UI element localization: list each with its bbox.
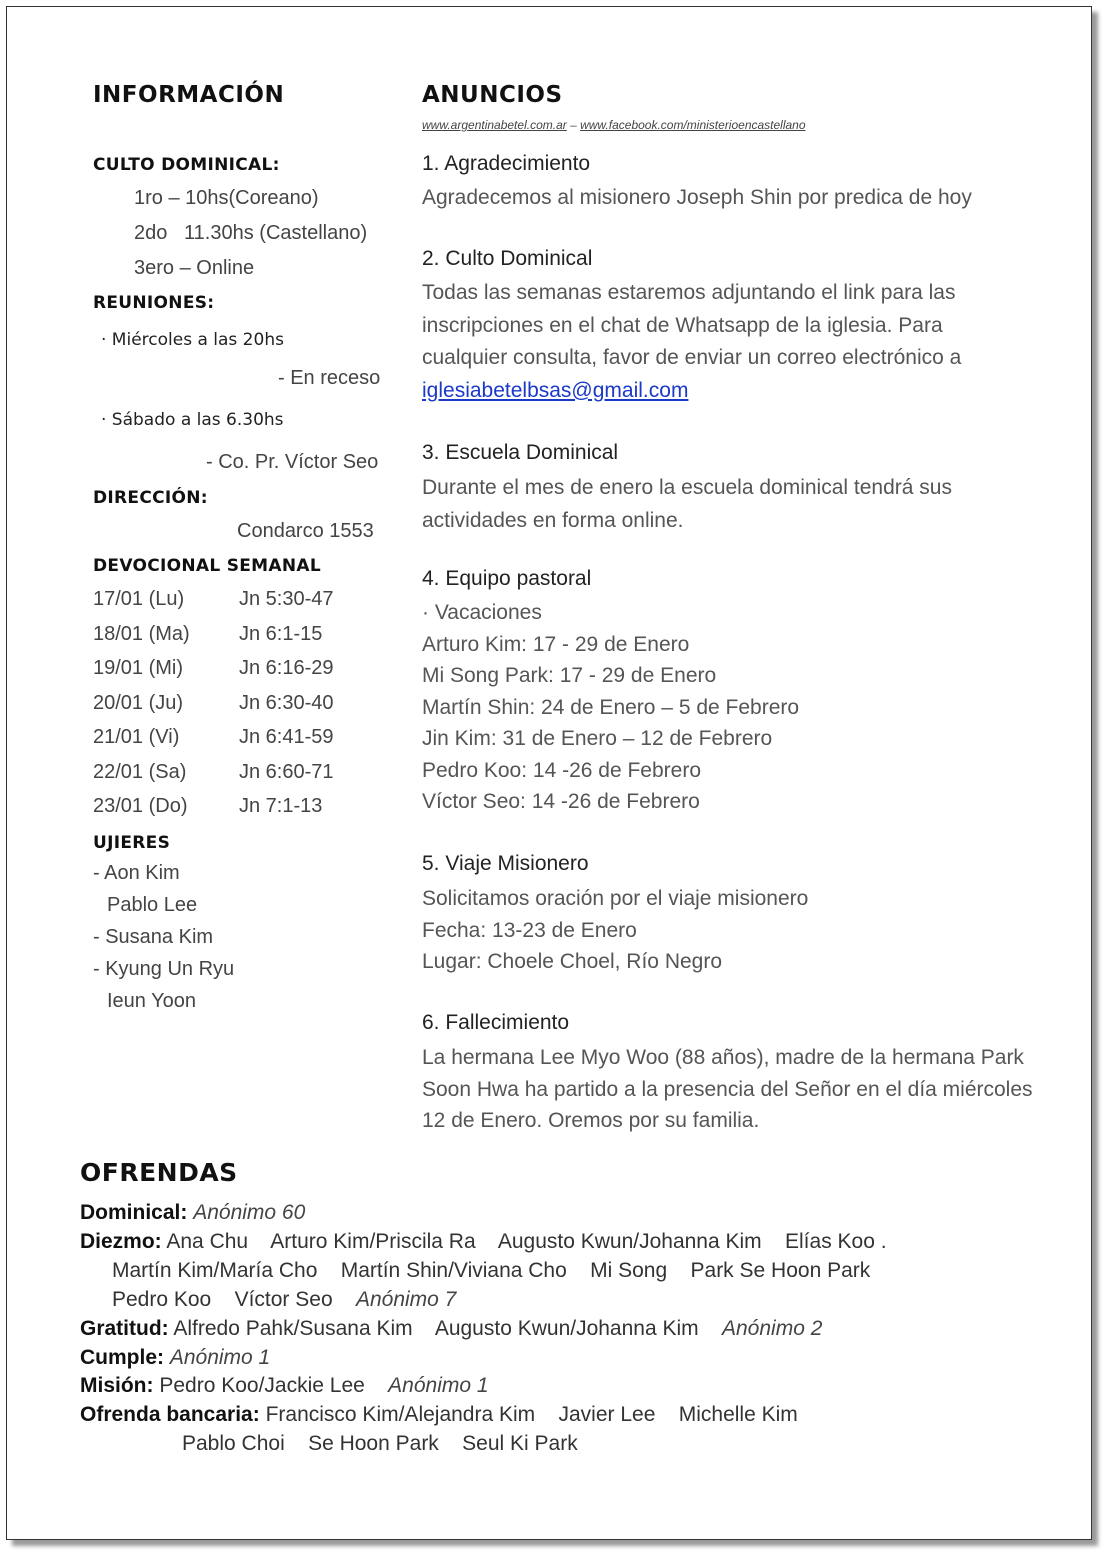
reunion-sabado: · Sábado a las 6.30hs (101, 410, 284, 430)
vacaciones-line: Arturo Kim: 17 - 29 de Enero (422, 632, 690, 656)
devocional-date: 17/01 (Lu) (93, 588, 185, 610)
ofrenda-diezmo (80, 1227, 887, 1256)
anuncio-title-1: 1. Agradecimiento (422, 152, 591, 175)
devocional-row (93, 795, 334, 830)
link-separator: – (566, 118, 581, 132)
viaje-line: Lugar: Choele Choel, Río Negro (422, 950, 723, 973)
direccion-heading: DIRECCIÓN: (93, 488, 208, 508)
devocional-date: 19/01 (Mi) (93, 657, 184, 679)
ofrenda-names: Pedro Koo/Jackie Lee (159, 1374, 365, 1397)
devocional-row (93, 657, 334, 692)
ujier-item: Ieun Yoon (107, 990, 196, 1012)
ofrenda-bancaria-line2: Pablo Choi Se Hoon Park Seul Ki Park (182, 1432, 578, 1455)
ofrenda-gratitud (80, 1314, 822, 1343)
ofrenda-label: Diezmo: (80, 1230, 162, 1253)
ofrenda-label: Misión: (80, 1374, 154, 1397)
ofrenda-names: Alfredo Pahk/Susana Kim Augusto Kwun/Johanna Kim (173, 1317, 699, 1340)
devocional-ref: Jn 6:16-29 (239, 657, 334, 679)
anuncio-text-2 (422, 277, 1032, 407)
devocional-table (93, 588, 334, 830)
anonimo-value: Anónimo 1 (388, 1374, 489, 1397)
anonimo-value: Anónimo 1 (169, 1346, 271, 1369)
devocional-row (93, 761, 334, 796)
vacaciones-line: Jin Kim: 31 de Enero – 12 de Febrero (422, 727, 773, 750)
ofrendas-title: OFRENDAS (80, 1158, 238, 1187)
facebook-link[interactable]: www.facebook.com/ministerioencastellano (580, 118, 806, 132)
devocional-row (93, 623, 334, 658)
anuncio-title-3: 3. Escuela Dominical (422, 441, 619, 464)
anonimo-value: Anónimo 7 (355, 1288, 457, 1311)
vacaciones-line: Víctor Seo: 14 -26 de Febrero (422, 790, 700, 813)
reunion-miercoles: · Miércoles a las 20hs (101, 330, 284, 350)
bulletin-page (6, 6, 1092, 1540)
anonimo-value: Anónimo 2 (722, 1317, 823, 1340)
culto-item-3: 3ero – Online (134, 257, 255, 279)
anuncio-title-6: 6. Fallecimiento (422, 1011, 570, 1034)
ofrenda-cumple (80, 1343, 270, 1372)
devocional-ref: Jn 7:1-13 (239, 795, 323, 817)
ofrenda-label: Cumple: (80, 1346, 164, 1369)
ofrenda-mision (80, 1371, 489, 1400)
devocional-ref: Jn 6:60-71 (239, 760, 334, 783)
anuncio-text-2-body: Todas las semanas estaremos adjuntando el link para las inscripciones en el chat de Whatsapp de la iglesia. Para cualquier consulta, favor de enviar un correo electrónico a (422, 281, 962, 369)
ofrenda-names: Pedro Koo Víctor Seo (112, 1288, 333, 1311)
ofrenda-names: Francisco Kim/Alejandra Kim Javier Lee Michelle Kim (265, 1403, 798, 1426)
viaje-line: Solicitamos oración por el viaje misionero (422, 887, 809, 910)
ofrenda-dominical (80, 1198, 305, 1227)
links-line (422, 118, 806, 132)
email-link[interactable]: iglesiabetelbsas@gmail.com (422, 378, 689, 402)
anuncio-title-4: 4. Equipo pastoral (422, 567, 592, 590)
ofrenda-names: Ana Chu Arturo Kim/Priscila Ra Augusto Kwun/Johanna Kim Elías Koo . (166, 1230, 887, 1253)
anuncio-text-3: Durante el mes de enero la escuela dominical tendrá sus actividades en forma online. (422, 476, 952, 532)
devocional-date: 21/01 (Vi) (93, 726, 180, 748)
ofrenda-diezmo-line2: Martín Kim/María Cho Martín Shin/Viviana Cho Mi Song Park Se Hoon Park (112, 1259, 871, 1282)
devocional-date: 23/01 (Do) (93, 795, 188, 817)
anuncio-text-6: La hermana Lee Myo Woo (88 años), madre de la hermana Park Soon Hwa ha partido a la presencia del Señor en el día miércoles 12 de Enero. Oremos por su familia. (422, 1046, 1033, 1132)
anuncio-title-2: 2. Culto Dominical (422, 247, 593, 270)
devocional-date: 20/01 (Ju) (93, 691, 184, 714)
devocional-ref: Jn 6:1-15 (239, 622, 323, 645)
ujier-item: - Aon Kim (93, 862, 180, 884)
devocional-date: 18/01 (Ma) (93, 622, 190, 645)
devocional-row (93, 726, 334, 761)
devocional-row (93, 692, 334, 727)
anuncios-title: ANUNCIOS (422, 82, 563, 108)
devocional-date: 22/01 (Sa) (93, 760, 187, 783)
ofrenda-bancaria (80, 1400, 798, 1429)
ujier-item: - Kyung Un Ryu (93, 958, 235, 980)
reunion-miercoles-note: - En receso (278, 367, 381, 389)
culto-item-2: 2do 11.30hs (Castellano) (134, 222, 368, 244)
ujieres-heading: UJIERES (93, 833, 171, 853)
ofrenda-label: Gratitud: (80, 1317, 169, 1340)
ofrenda-label: Dominical: (80, 1201, 188, 1224)
devocional-ref: Jn 6:41-59 (239, 726, 334, 748)
vacaciones-line: Martín Shin: 24 de Enero – 5 de Febrero (422, 695, 800, 719)
anuncio-title-5: 5. Viaje Misionero (422, 852, 589, 875)
viaje-line: Fecha: 13-23 de Enero (422, 918, 637, 942)
website-link[interactable]: www.argentinabetel.com.ar (422, 118, 567, 132)
anuncio-lines-5 (422, 883, 808, 978)
reunion-sabado-note: - Co. Pr. Víctor Seo (206, 451, 379, 473)
ofrenda-label: Ofrenda bancaria: (80, 1403, 260, 1426)
culto-item-1: 1ro – 10hs(Coreano) (134, 187, 319, 209)
reuniones-heading: REUNIONES: (93, 293, 215, 313)
anonimo-value: Anónimo 60 (193, 1201, 306, 1224)
vacaciones-line: Mi Song Park: 17 - 29 de Enero (422, 664, 717, 687)
devocional-heading: DEVOCIONAL SEMANAL (93, 556, 321, 576)
info-title: INFORMACIÓN (93, 82, 285, 108)
ujier-item: Pablo Lee (107, 894, 198, 916)
vacaciones-line: · Vacaciones (422, 601, 542, 624)
anuncio-text-1: Agradecemos al misionero Joseph Shin por predica de hoy (422, 186, 972, 209)
ujier-item: - Susana Kim (93, 926, 214, 948)
devocional-ref: Jn 5:30-47 (239, 588, 334, 610)
vacaciones-line: Pedro Koo: 14 -26 de Febrero (422, 758, 702, 782)
devocional-row (93, 588, 334, 623)
anuncio-lines-4 (422, 597, 799, 818)
ofrenda-diezmo-line3 (112, 1285, 456, 1314)
direccion-value: Condarco 1553 (237, 520, 374, 542)
culto-heading: CULTO DOMINICAL: (93, 155, 280, 175)
devocional-ref: Jn 6:30-40 (239, 691, 334, 714)
